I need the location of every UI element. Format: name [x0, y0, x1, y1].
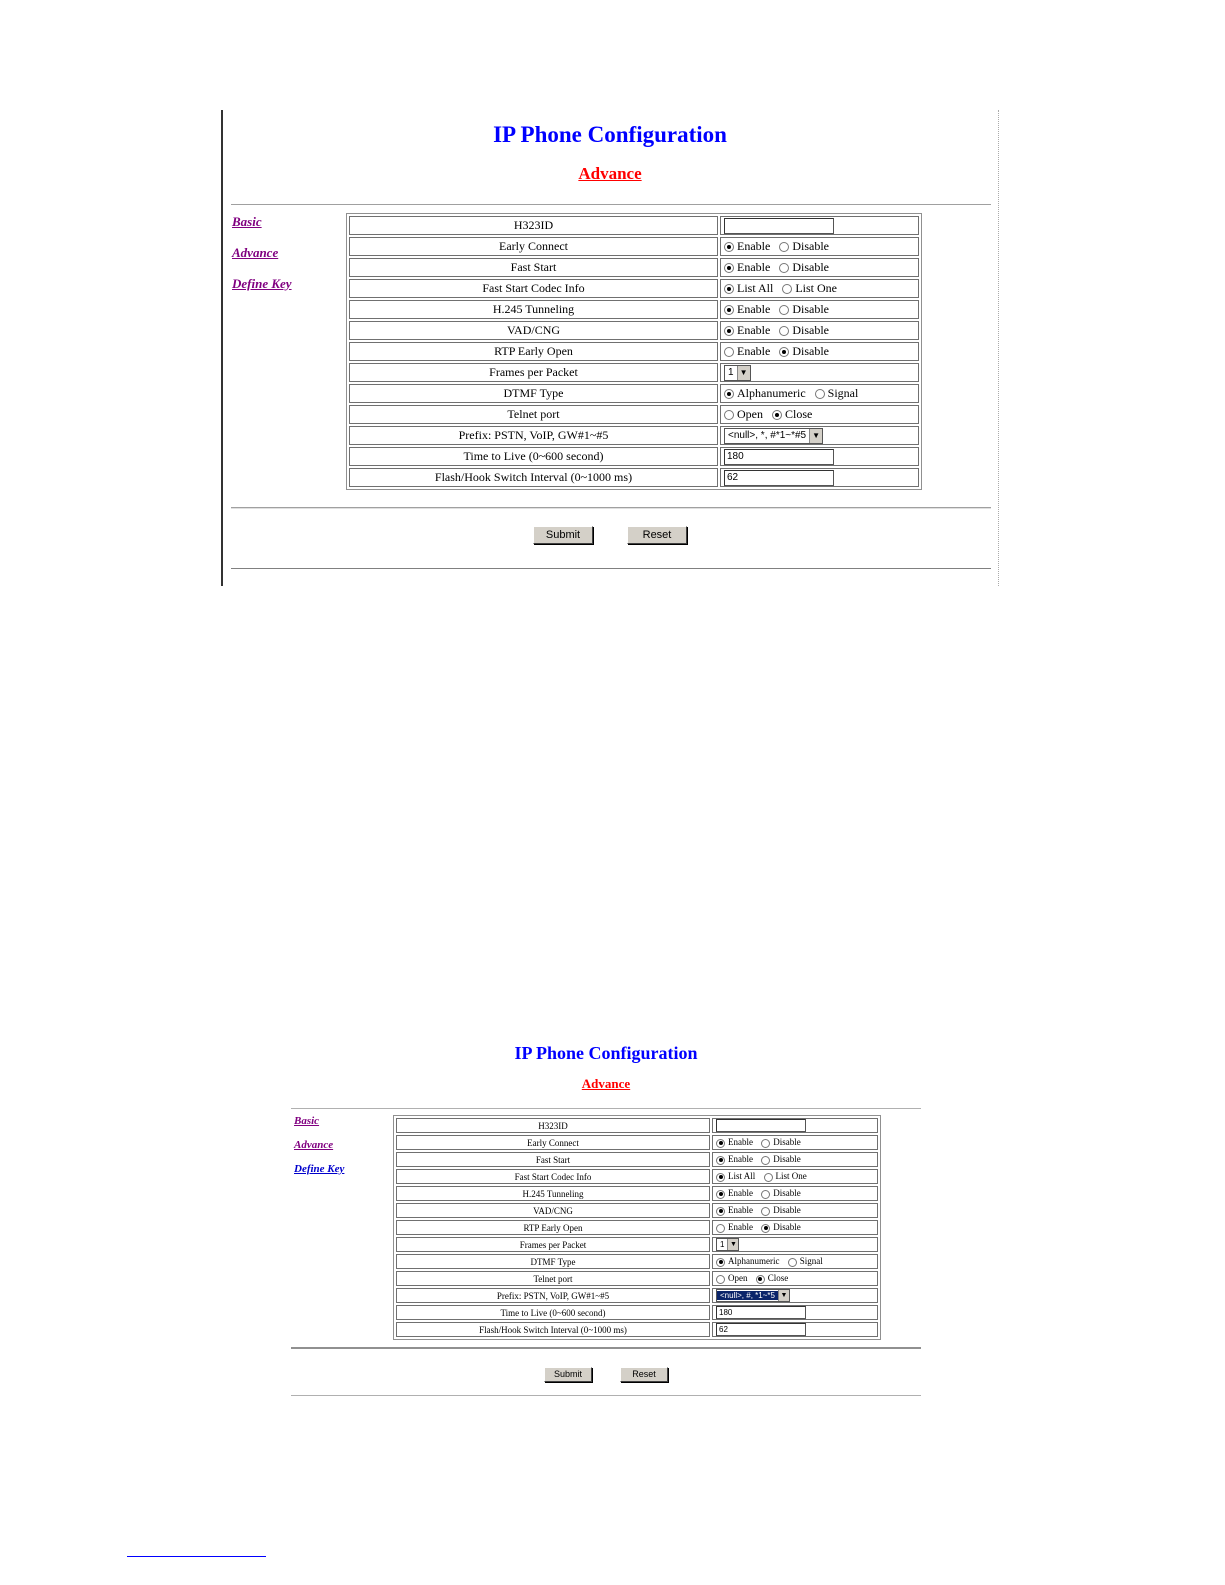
h245-enable-radio[interactable]: [716, 1190, 725, 1199]
flash-hook-label: Flash/Hook Switch Interval (0~1000 ms): [396, 1322, 710, 1337]
table-row: [349, 258, 919, 277]
rtp-early-open-label: RTP Early Open: [349, 342, 718, 361]
divider-top: [231, 204, 991, 205]
table-row: [349, 237, 919, 256]
nav-link-define-key[interactable]: Define Key: [232, 276, 292, 291]
divider-middle: [291, 1347, 921, 1349]
rtp-disable-radio[interactable]: [779, 347, 789, 357]
rtp-enable-radio[interactable]: [724, 347, 734, 357]
table-row: [396, 1220, 878, 1235]
submit-button[interactable]: Submit: [544, 1367, 592, 1382]
radio-label: List One: [795, 281, 838, 295]
sidebar-nav: [232, 214, 292, 307]
select-value: <null>, #, *1~*5: [717, 1291, 778, 1300]
flash-hook-cell: [720, 468, 919, 487]
early-connect-enable-radio[interactable]: [716, 1139, 725, 1148]
dtmf-signal-radio[interactable]: [788, 1258, 797, 1267]
codec-list-one-radio[interactable]: [764, 1173, 773, 1182]
radio-label: Disable: [773, 1222, 801, 1233]
table-row: [396, 1305, 878, 1320]
prefix-cell: [720, 426, 919, 445]
radio-label: Signal: [827, 386, 859, 400]
telnet-close-radio[interactable]: [772, 410, 782, 420]
table-row: [349, 384, 919, 403]
early-connect-options: [720, 237, 919, 256]
chevron-down-icon[interactable]: ▼: [727, 1239, 738, 1250]
table-row: [349, 363, 919, 382]
fast-start-enable-radio[interactable]: [716, 1156, 725, 1165]
radio-label: Disable: [773, 1137, 801, 1148]
vad-cng-label: VAD/CNG: [349, 321, 718, 340]
fast-start-label: Fast Start: [349, 258, 718, 277]
dtmf-type-options: [712, 1254, 878, 1269]
telnet-port-label: Telnet port: [349, 405, 718, 424]
rtp-disable-radio[interactable]: [761, 1224, 770, 1233]
table-row: [349, 426, 919, 445]
chevron-down-icon[interactable]: ▼: [778, 1290, 789, 1301]
nav-link-advance[interactable]: Advance: [294, 1139, 334, 1151]
vad-cng-label: VAD/CNG: [396, 1203, 710, 1218]
ttl-input[interactable]: 180: [716, 1306, 806, 1319]
frames-per-packet-select[interactable]: [716, 1238, 739, 1251]
radio-label: Enable: [728, 1154, 753, 1165]
fast-start-options: [712, 1152, 878, 1167]
table-row: [349, 342, 919, 361]
radio-label: Enable: [737, 323, 771, 337]
prefix-cell: [712, 1288, 878, 1303]
flash-hook-cell: [712, 1322, 878, 1337]
radio-label: List All: [737, 281, 774, 295]
screenshot-1: [221, 110, 999, 586]
table-row: [396, 1322, 878, 1337]
early-connect-disable-radio[interactable]: [779, 242, 789, 252]
dtmf-signal-radio[interactable]: [815, 389, 825, 399]
prefix-select[interactable]: [716, 1289, 790, 1302]
rtp-early-open-label: RTP Early Open: [396, 1220, 710, 1235]
rtp-early-open-options: [712, 1220, 878, 1235]
config-table: [346, 213, 922, 490]
radio-label: List One: [775, 1171, 807, 1182]
prefix-select[interactable]: [724, 428, 823, 444]
footnote-separator: [127, 1556, 266, 1557]
frames-per-packet-cell: [712, 1237, 878, 1252]
rtp-early-open-options: [720, 342, 919, 361]
radio-label: Enable: [728, 1205, 753, 1216]
submit-button[interactable]: Submit: [533, 526, 593, 544]
fast-start-codec-label: Fast Start Codec Info: [396, 1169, 710, 1184]
radio-label: Close: [785, 407, 813, 421]
radio-label: Enable: [737, 260, 771, 274]
reset-button[interactable]: Reset: [620, 1367, 668, 1382]
frames-per-packet-select[interactable]: [724, 365, 751, 381]
ttl-label: Time to Live (0~600 second): [396, 1305, 710, 1320]
ttl-label: Time to Live (0~600 second): [349, 447, 718, 466]
radio-label: Disable: [792, 260, 829, 274]
table-row: [349, 300, 919, 319]
early-connect-options: [712, 1135, 878, 1150]
table-row: [396, 1186, 878, 1201]
telnet-close-radio[interactable]: [756, 1275, 765, 1284]
h245-tunneling-options: [712, 1186, 878, 1201]
radio-label: Enable: [728, 1222, 753, 1233]
page-subtitle: Advance: [578, 164, 642, 183]
table-row: [396, 1135, 878, 1150]
prefix-label: Prefix: PSTN, VoIP, GW#1~#5: [349, 426, 718, 445]
fast-start-options: [720, 258, 919, 277]
table-row: [396, 1288, 878, 1303]
h245-tunneling-label: H.245 Tunneling: [396, 1186, 710, 1201]
nav-link-define-key[interactable]: Define Key: [294, 1163, 345, 1175]
flash-hook-input[interactable]: 62: [716, 1323, 806, 1336]
vad-cng-options: [720, 321, 919, 340]
early-connect-label: Early Connect: [349, 237, 718, 256]
nav-link-basic[interactable]: Basic: [294, 1115, 320, 1127]
telnet-port-options: [712, 1271, 878, 1286]
h245-enable-radio[interactable]: [724, 305, 734, 315]
radio-label: Disable: [773, 1154, 801, 1165]
vad-enable-radio[interactable]: [724, 326, 734, 336]
early-connect-label: Early Connect: [396, 1135, 710, 1150]
radio-label: Open: [728, 1273, 748, 1284]
h245-disable-radio[interactable]: [779, 305, 789, 315]
config-table: [393, 1115, 881, 1340]
table-row: [349, 279, 919, 298]
telnet-open-radio[interactable]: [724, 410, 734, 420]
radio-label: Disable: [792, 344, 829, 358]
h323id-label: H323ID: [349, 216, 718, 235]
divider-bottom: [231, 568, 991, 569]
radio-label: Disable: [773, 1188, 801, 1199]
table-row: [349, 321, 919, 340]
dtmf-alphanumeric-radio[interactable]: [724, 389, 734, 399]
telnet-port-label: Telnet port: [396, 1271, 710, 1286]
vad-disable-radio[interactable]: [761, 1207, 770, 1216]
h245-tunneling-label: H.245 Tunneling: [349, 300, 718, 319]
page-subtitle: Advance: [581, 1076, 631, 1091]
dtmf-type-options: [720, 384, 919, 403]
reset-button[interactable]: Reset: [627, 526, 687, 544]
prefix-label: Prefix: PSTN, VoIP, GW#1~#5: [396, 1288, 710, 1303]
chevron-down-icon[interactable]: ▼: [809, 429, 822, 443]
nav-link-advance[interactable]: Advance: [232, 245, 279, 260]
vad-cng-options: [712, 1203, 878, 1218]
table-row: [396, 1118, 878, 1133]
radio-label: Enable: [728, 1188, 753, 1199]
h245-tunneling-options: [720, 300, 919, 319]
button-bar: [291, 1364, 921, 1382]
select-value: 1: [728, 367, 734, 379]
radio-label: Open: [737, 407, 763, 421]
radio-label: List All: [728, 1171, 756, 1182]
fast-start-codec-options: [720, 279, 919, 298]
vad-enable-radio[interactable]: [716, 1207, 725, 1216]
dtmf-type-label: DTMF Type: [396, 1254, 710, 1269]
radio-label: Disable: [792, 323, 829, 337]
button-bar: [221, 525, 999, 544]
radio-label: Disable: [773, 1205, 801, 1216]
radio-label: Disable: [792, 239, 829, 253]
codec-list-one-radio[interactable]: [782, 284, 792, 294]
h323id-input[interactable]: [724, 218, 834, 234]
h323id-cell: [712, 1118, 878, 1133]
h323id-label: H323ID: [396, 1118, 710, 1133]
table-row: [396, 1237, 878, 1252]
h323id-cell: [720, 216, 919, 235]
vad-disable-radio[interactable]: [779, 326, 789, 336]
fast-start-enable-radio[interactable]: [724, 263, 734, 273]
select-value: <null>, *, #*1~*#5: [728, 430, 807, 442]
fast-start-disable-radio[interactable]: [779, 263, 789, 273]
dtmf-alphanumeric-radio[interactable]: [716, 1258, 725, 1267]
frames-per-packet-label: Frames per Packet: [396, 1237, 710, 1252]
radio-label: Disable: [792, 302, 829, 316]
divider-bottom: [291, 1395, 921, 1396]
table-row: [396, 1152, 878, 1167]
fast-start-codec-label: Fast Start Codec Info: [349, 279, 718, 298]
page-title: IP Phone Configuration: [514, 1043, 698, 1063]
table-row: [349, 447, 919, 466]
flash-hook-input[interactable]: 62: [724, 470, 834, 486]
nav-link-basic[interactable]: Basic: [232, 214, 262, 229]
radio-label: Enable: [737, 302, 771, 316]
radio-label: Signal: [799, 1256, 823, 1267]
fast-start-codec-options: [712, 1169, 878, 1184]
select-value: 1: [720, 1240, 725, 1249]
frames-per-packet-cell: [720, 363, 919, 382]
flash-hook-label: Flash/Hook Switch Interval (0~1000 ms): [349, 468, 718, 487]
ttl-input[interactable]: 180: [724, 449, 834, 465]
radio-label: Alphanumeric: [737, 386, 806, 400]
radio-label: Enable: [737, 239, 771, 253]
divider-middle: [231, 507, 991, 509]
early-connect-enable-radio[interactable]: [724, 242, 734, 252]
fast-start-disable-radio[interactable]: [761, 1156, 770, 1165]
chevron-down-icon[interactable]: ▼: [737, 366, 750, 380]
frames-per-packet-label: Frames per Packet: [349, 363, 718, 382]
radio-label: Enable: [737, 344, 771, 358]
codec-list-all-radio[interactable]: [724, 284, 734, 294]
h245-disable-radio[interactable]: [761, 1190, 770, 1199]
divider-top: [291, 1108, 921, 1109]
dtmf-type-label: DTMF Type: [349, 384, 718, 403]
screenshot-2: [291, 1040, 921, 1400]
radio-label: Alphanumeric: [728, 1256, 780, 1267]
h323id-input[interactable]: [716, 1119, 806, 1132]
telnet-port-options: [720, 405, 919, 424]
fast-start-label: Fast Start: [396, 1152, 710, 1167]
rtp-enable-radio[interactable]: [716, 1224, 725, 1233]
radio-label: Close: [767, 1273, 789, 1284]
sidebar-nav: [294, 1115, 344, 1187]
table-row: [396, 1271, 878, 1286]
ttl-cell: [720, 447, 919, 466]
ttl-cell: [712, 1305, 878, 1320]
radio-label: Enable: [728, 1137, 753, 1148]
early-connect-disable-radio[interactable]: [761, 1139, 770, 1148]
table-row: [396, 1169, 878, 1184]
table-row: [396, 1254, 878, 1269]
table-row: [349, 405, 919, 424]
codec-list-all-radio[interactable]: [716, 1173, 725, 1182]
table-row: [349, 468, 919, 487]
table-row: [349, 216, 919, 235]
page-title: IP Phone Configuration: [493, 122, 727, 147]
table-row: [396, 1203, 878, 1218]
telnet-open-radio[interactable]: [716, 1275, 725, 1284]
